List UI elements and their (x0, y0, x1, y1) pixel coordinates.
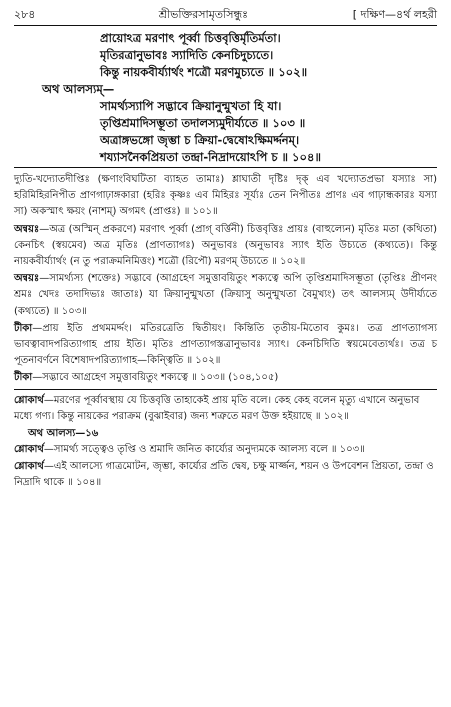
shlokartha-label: শ্লোকার্থ (14, 444, 44, 456)
anvaya-text: —সামর্থ্যস্য (শক্তেঃ) সদ্ভাবে (আগ্রহেণ সমুত্তাবয়িতুং শক্যত্বে অপি তৃপ্তিশ্রমাদিসম্ভূতা (তৃপ্তিঃ প্রীণনং শ্রমঃ খেদঃ তদাদিভ্যঃ জাতাঃ) যা ক্রিয়ানুন্মুখতা (ক্রিয়াসু অনুন্মুখতা বৈমুখ্যং) তৎ আলস্যম্ উদীর্য্যতে (কথ্যতে) ॥ ১০৩॥ (14, 273, 437, 317)
translation-heading: অথ আলস্য—১৬ (28, 427, 99, 439)
verse-rule (14, 167, 437, 168)
commentary (14, 172, 437, 387)
commentary-paragraph (14, 271, 437, 320)
commentary-paragraph (14, 222, 437, 271)
shlokartha-label: শ্লোকার্থ (14, 394, 44, 406)
translation-paragraph (14, 442, 437, 459)
tika-text: —প্রায় ইতি প্রথমমর্দ্দং। মতিরত্রেতি দ্বিতীয়ং। কিন্তিতি তৃতীয়-মিতোব কুমঃ। তত্র প্রাণত্যাগস্য ভাবত্বাবাদপরিত্যাগাহ প্রায় ইতি। মৃতিঃ প্রাণত্যাগস্তত্রানুভাবঃ স্যাৎ। কেনচিদিতি স্বয়মেবেত্যর্থঃ। তত্র চ পূতনাবর্ণনে বিশেষাদপরিত্যাগাহ—কিন্ত্বিতি ॥ ১০২॥ (14, 322, 437, 367)
page-header (14, 6, 437, 24)
verse-line: মৃতিরত্রানুভাবঃ স্যাদিতি কেনচিদুচ্যতে। (100, 48, 274, 62)
commentary-paragraph: দ্যুতি-খদ্যোতদীপ্তিঃ (ক্ষণাংবিঘটিতা ব্যাহত তামাঃ) শ্লাঘাতী দৃষ্টিঃ দৃক্ এব খদ্যোতপ্রভা যস্যাঃ সা) হরিমিহিরনিপীত প্রাণগাঢ়াঙ্গকারা (হরিঃ কৃষ্ণঃ এব মিহিরঃ সূর্য্যঃ তেন নিপীতঃ প্রাণঃ এব গাঢ়ান্ধকারঃ যস্যা সা) অকস্মাৎ ক্ষয়ং (নাশম্) অগমৎ (প্রাপ্তঃ) ॥ ১০১॥ (14, 174, 437, 218)
verse-line: অত্রাঙ্গভঙ্গো জৃম্ভা চ ক্রিয়া-দ্বেষোঽক্ষিমর্দ্দনম্। (100, 133, 300, 147)
anvaya-label: অন্বয়ঃ (14, 273, 40, 285)
book-title: শ্রীভক্তিরসামৃতসিন্ধুঃ (158, 8, 249, 21)
translation (14, 393, 437, 492)
verse-line: কিন্তু নায়কবীর্য্যার্থং শত্রৌ মরণমুচ্যতে ॥ ১০২॥ (100, 65, 308, 79)
commentary-paragraph (14, 370, 437, 386)
shlokartha-text: —মরণের পূর্ব্বাবস্থায় যে চিত্তবৃত্তি তাহাকেই প্রায় মৃতি বলে। কেহ কেহ বলেন মৃত্যু এখানে অনুভাব মধ্যে গণ্য। কিন্তু নায়কের পরাক্রম (বুঝাইবার) জন্য শত্রুতে মরণ উক্ত হইয়াছে ॥ ১০২॥ (14, 394, 420, 423)
section-label: [ দক্ষিণ—৪র্থ লহরী (352, 8, 437, 21)
verse-line: প্রায়োঽত্র মরণাৎ পূর্ব্বা চিত্তবৃত্তির্মৃতির্মতা। (100, 31, 281, 45)
shlokartha-text: —এই আলস্যে গাত্রমোটন, জৃম্ভা, কার্য্যের প্রতি দ্বেষ, চক্ষু মার্জ্জন, শয়ন ও উপবেশন প্রিয়তা, তন্দ্রা ও নিদ্রাদি থাকে ॥ ১০৪॥ (14, 460, 434, 489)
page-number: ২৮৪ (14, 8, 36, 21)
shlokartha-text: —সামর্থ্য সত্ত্বেও তৃপ্তি ও শ্রমাদি জনিত কার্য্যের অনুদ্যমকে আলস্য বলে ॥ ১০৩॥ (43, 444, 365, 456)
shlokartha-label: শ্লোকার্থ (14, 460, 44, 472)
header-rule (14, 25, 437, 26)
commentary-rule (14, 389, 437, 390)
translation-paragraph (14, 393, 437, 426)
verse-line: শয্যাসনৈকপ্রিয়তা তন্দ্রা-নিদ্রাদয়োঽপি চ ॥ ১০৪॥ (100, 150, 321, 164)
tika-label: টীকা (14, 322, 33, 334)
anvaya-label: অন্বয়ঃ (14, 223, 40, 235)
commentary-paragraph (14, 321, 437, 370)
tika-label: টীকা (14, 372, 33, 384)
verse-line: তৃপ্তিশ্রমাদিসম্ভূতা তদালস্যমুদীর্য্যতে ॥ ১০৩ ॥ (100, 116, 306, 130)
sanskrit-verse (14, 30, 437, 166)
translation-paragraph (14, 459, 437, 492)
verse-line: সামর্থ্যস্যাপি সদ্ভাবে ক্রিয়ানুন্মুখতা হি যা। (100, 99, 282, 113)
tika-text: —সদ্ভাবে আগ্রহেণ সমুত্তাবয়িতুং শক্যত্বে ॥ ১০৩॥ (১০৪,১০৫) (32, 372, 279, 384)
verse-heading: অথ আলস্যম্— (42, 82, 115, 96)
anvaya-text: —অত্র (অস্মিন্ প্রকরণে) মরণাৎ পূর্ব্বা (প্রাগ্ বর্ত্তিনী) চিত্তবৃত্তিঃ প্রায়ঃ (বাহুল্যেন) মৃতিঃ মতা (কথিতা) কেনচিৎ (স্বয়মেব) অত্র মৃতিঃ (প্রাণত্যাগঃ) অনুভাবঃ (অনুভাবঃ স্যাৎ ইতি উচ্যতে (কথ্যতে)। কিন্তু নায়কবীর্য্যার্থং (ন তু পরাক্রমনিমিত্তং) শত্রৌ (রিপৌ) মরণম্ উচ্যতে ॥ ১০২॥ (14, 223, 437, 268)
